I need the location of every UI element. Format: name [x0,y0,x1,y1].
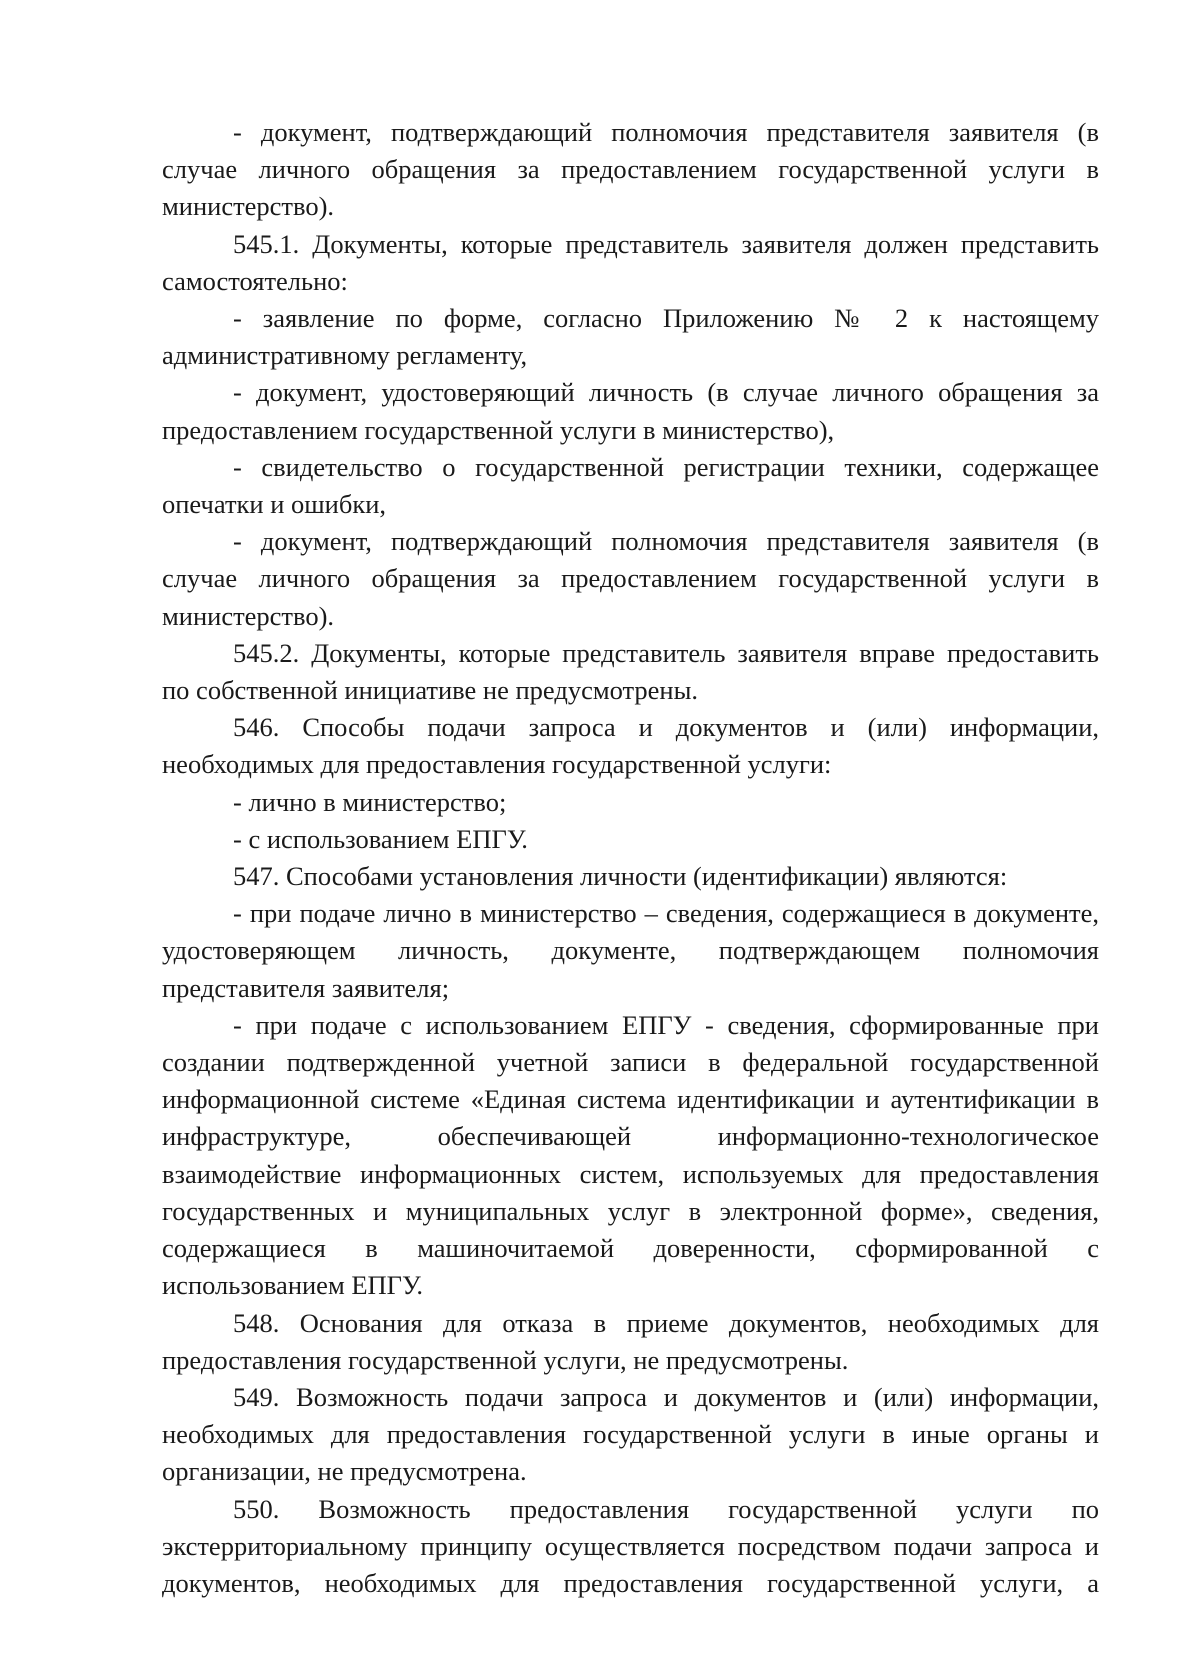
paragraph: 549. Возможность подачи запроса и документов и (или) информации, необходимых для предоставления государственной услуги в иные органы и организации, не предусмотрена. [162,1381,1099,1487]
document-body [162,114,1099,1602]
paragraph: - документ, удостоверяющий личность (в случае личного обращения за предоставлением государственной услуги в министерство), [162,377,1099,445]
paragraph: - при подаче лично в министерство – сведения, содержащиеся в документе, удостоверяющем личность, документе, подтверждающем полномочия представителя заявителя; [162,898,1099,1003]
paragraph: 546. Способы подачи запроса и документов и (или) информации, необходимых для предоставления государственной услуги: [162,712,1099,780]
paragraph: 545.2. Документы, которые представитель заявителя вправе предоставить по собственной инициативе не предусмотрены. [162,637,1099,706]
paragraph: 548. Основания для отказа в приеме документов, необходимых для предоставления государственной услуги, не предусмотрены. [162,1307,1099,1375]
paragraph: - свидетельство о государственной регистрации техники, содержащее опечатки и ошибки, [162,451,1099,520]
paragraph: - с использованием ЕПГУ. [233,823,528,854]
paragraph: - документ, подтверждающий полномочия представителя заявителя (в случае личного обращения за предоставлением государственной услуги в министерство). [162,526,1099,631]
paragraph: - лично в министерство; [233,786,507,817]
paragraph: 545.1. Документы, которые представитель заявителя должен представить самостоятельно: [162,228,1099,296]
paragraph: - документ, подтверждающий полномочия представителя заявителя (в случае личного обращения за предоставлением государственной услуги в министерство). [162,117,1099,222]
paragraph: - при подаче с использованием ЕПГУ - сведения, сформированные при создании подтвержденной учетной записи в федеральной государственной информационной системе «Единая система идентификации и аутентификации в инфраструктуре, обеспечивающей информационно-технологическое взаимодействие информационных систем, используемых для предоставления государственных и муниципальных услуг в электронной форме», сведения, содержащиеся в машиночитаемой доверенности, сформированной с использованием ЕПГУ. [162,1009,1099,1301]
paragraph-continued: 550. Возможность предоставления государственной услуги по экстерриториальному принципу осуществляется посредством подачи запроса и документов, необходимых для предоставления государственной услуги, а [162,1493,1099,1598]
paragraph: - заявление по форме, согласно Приложению № 2 к настоящему административному регламенту, [162,303,1099,371]
paragraph: 547. Способами установления личности (идентификации) являются: [233,861,1008,892]
